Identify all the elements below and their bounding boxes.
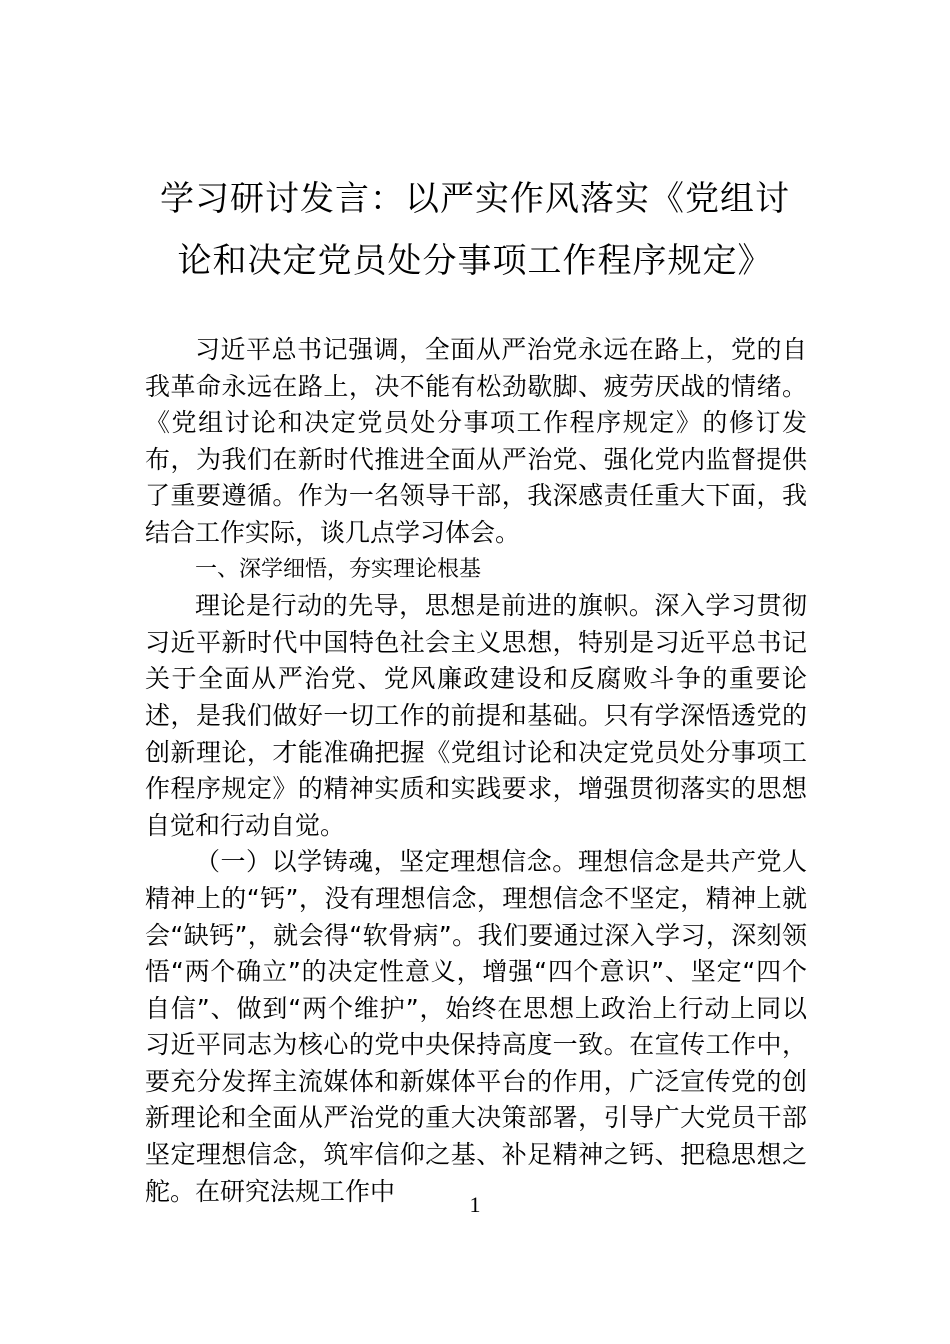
page-number: 1: [469, 1192, 481, 1217]
title-line-1: 学习研讨发言：以严实作风落实《党组讨: [160, 179, 790, 219]
section-1-paragraph: 理论是行动的先导，思想是前进的旗帜。深入学习贯彻习近平新时代中国特色社会主义思想，特别是习近平总书记关于全面从严治党、党风廉政建设和反腐败斗争的重要论述，是我们做好一切工作的前提和基础。只有学深悟透党的创新理论，才能准确把握《党组讨论和决定党员处分事项工作程序规定》的精神实质和实践要求，增强贯彻落实的思想自觉和行动自觉。: [145, 591, 807, 840]
title-line-2: 论和决定党员处分事项工作程序规定》: [177, 241, 773, 281]
document-body: [145, 332, 807, 1210]
document-title: [100, 168, 850, 292]
section-heading-1: 一、深学细悟，夯实理论根基: [195, 556, 482, 582]
subsection-1-paragraph: （一）以学铸魂，坚定理想信念。理想信念是共产党人精神上的“钙”，没有理想信念，理想信念不坚定，精神上就会“缺钙”，就会得“软骨病”。我们要通过深入学习，深刻领悟“两个确立”的决定性意义，增强“四个意识”、坚定“四个自信”、做到“两个维护”，始终在思想上政治上行动上同以习近平同志为核心的党中央保持高度一致。在宣传工作中，要充分发挥主流媒体和新媒体平台的作用，广泛宣传党的创新理论和全面从严治党的重大决策部署，引导广大党员干部坚定理想信念，筑牢信仰之基、补足精神之钙、把稳思想之舵。在研究法规工作中: [145, 847, 807, 1206]
intro-paragraph: 习近平总书记强调，全面从严治党永远在路上，党的自我革命永远在路上，决不能有松劲歇脚、疲劳厌战的情绪。《党组讨论和决定党员处分事项工作程序规定》的修订发布，为我们在新时代推进全面从严治党、强化党内监督提供了重要遵循。作为一名领导干部，我深感责任重大下面，我结合工作实际，谈几点学习体会。: [145, 335, 807, 547]
